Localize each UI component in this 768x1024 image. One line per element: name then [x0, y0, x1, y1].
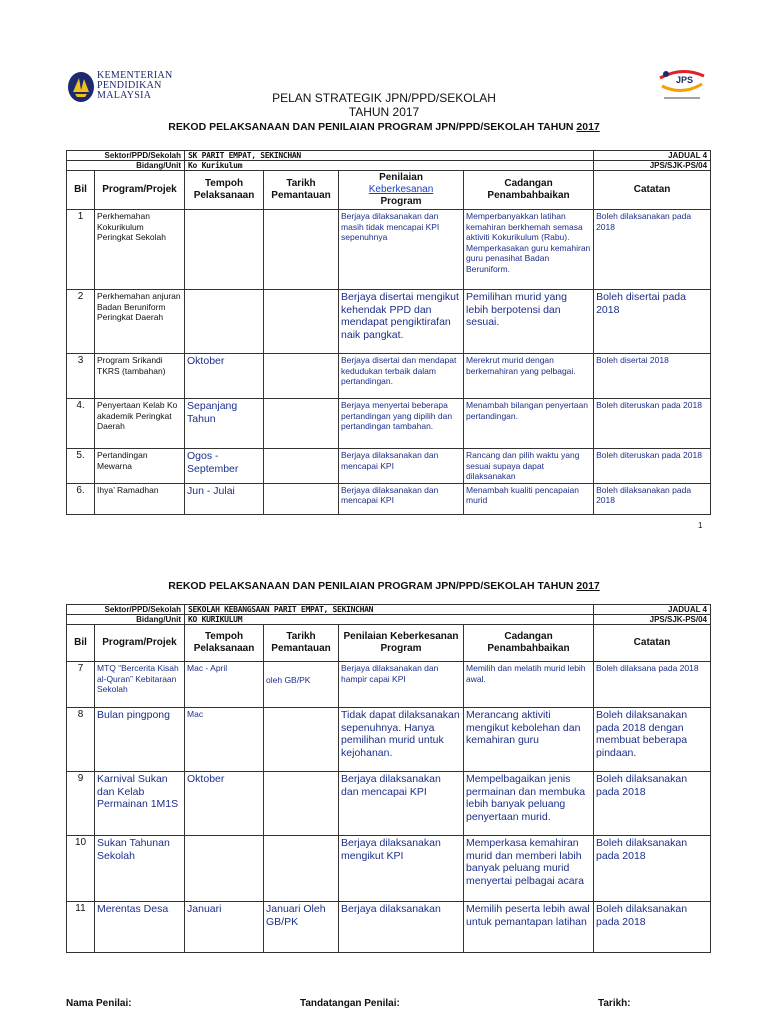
row-tarikh: [264, 399, 339, 449]
row-cadangan: Merancang aktiviti mengikut kebolehan dan kemahiran guru: [464, 708, 594, 772]
row-tarikh: [264, 290, 339, 354]
table-1: [66, 150, 711, 515]
col-tarikh: Tarikh Pemantauan: [264, 625, 339, 662]
row-program: Sukan Tahunan Sekolah: [95, 836, 185, 902]
row-tempoh: Oktober: [185, 354, 264, 399]
table-row: [67, 902, 711, 953]
row-catatan: Boleh disertai 2018: [594, 354, 711, 399]
row-cadangan: Memilih dan melatih murid lebih awal.: [464, 662, 594, 708]
row-tarikh: [264, 210, 339, 290]
row-penilaian: Berjaya disertai mengikut kehendak PPD dan mendapat pengiktirafan naik pangkat.: [339, 290, 464, 354]
row-tempoh: Jun - Julai: [185, 483, 264, 514]
row-program: Penyertaan Kelab Ko akademik Peringkat Daerah: [95, 399, 185, 449]
row-cadangan: Mempelbagaikan jenis permainan dan membuka lebih banyak peluang penyertaan murid.: [464, 772, 594, 836]
col-penilaian: [339, 171, 464, 210]
form-code: JPS/SJK-PS/04: [594, 615, 711, 625]
row-penilaian: Berjaya disertai dan mendapat kedudukan terbaik dalam pertandingan.: [339, 354, 464, 399]
row-program: Pertandingan Mewarna: [95, 449, 185, 484]
table-row: [67, 449, 711, 484]
table-row: [67, 354, 711, 399]
col-program: Program/Projek: [95, 625, 185, 662]
row-cadangan: Menambah bilangan penyertaan pertandingan.: [464, 399, 594, 449]
col-bil: Bil: [67, 625, 95, 662]
row-penilaian: Tidak dapat dilaksanakan sepenuhnya. Hanya pemilihan murid untuk kejohanan.: [339, 708, 464, 772]
row-bil: 11: [67, 902, 95, 953]
col-tempoh: Tempoh Pelaksanaan: [185, 625, 264, 662]
row-bil: 10: [67, 836, 95, 902]
row-penilaian: Berjaya dilaksanakan dan masih tidak mencapai KPI sepenuhnya: [339, 210, 464, 290]
row-cadangan: Pemilihan murid yang lebih berpotensi dan sesuai.: [464, 290, 594, 354]
row-program: MTQ “Bercerita Kisah al-Quran” Kebitaraan Sekolah: [95, 662, 185, 708]
row-tarikh: [264, 772, 339, 836]
ministry-line-2: PENDIDIKAN: [97, 80, 162, 91]
row-tarikh: [264, 354, 339, 399]
bidang-value: KO KURIKULUM: [185, 615, 594, 625]
row-bil: 1: [67, 210, 95, 290]
row-bil: 9: [67, 772, 95, 836]
bidang-label: Bidang/Unit: [67, 161, 185, 171]
col-penilaian-3: Program: [380, 196, 422, 207]
row-tempoh: Ogos - September: [185, 449, 264, 484]
row-penilaian: Berjaya dilaksanakan mengikut KPI: [339, 836, 464, 902]
row-catatan: Boleh dilaksanakan pada 2018: [594, 902, 711, 953]
row-cadangan: Rancang dan pilih waktu yang sesuai supaya dapat dilaksanakan: [464, 449, 594, 484]
table-row: [67, 483, 711, 514]
row-program: Bulan pingpong: [95, 708, 185, 772]
tarikh-label: Tarikh:: [598, 998, 631, 1009]
col-tarikh: Tarikh Pemantauan: [264, 171, 339, 210]
row-cadangan: Memperbanyakkan latihan kemahiran berkhemah semasa aktiviti Kokurikulum (Rabu). Memperkasakan guru kemahiran guru penasihat Badan Beruniform.: [464, 210, 594, 290]
table-row: [67, 836, 711, 902]
jadual-label: JADUAL 4: [594, 151, 711, 161]
row-tempoh: Mac: [185, 708, 264, 772]
row-cadangan: Memperkasa kemahiran murid dan memberi labih banyak peluang murid menyertai pelbagai acara: [464, 836, 594, 902]
row-penilaian: Berjaya dilaksanakan dan mencapai KPI: [339, 449, 464, 484]
ministry-line-3: MALAYSIA: [97, 90, 152, 101]
row-penilaian: Berjaya menyertai beberapa pertandingan yang dipilih dan pertandingan tambahan.: [339, 399, 464, 449]
row-tempoh: [185, 210, 264, 290]
row-penilaian: Berjaya dilaksanakan dan mencapai KPI: [339, 483, 464, 514]
row-bil: 7: [67, 662, 95, 708]
row-bil: 2: [67, 290, 95, 354]
jps-label: JPS: [676, 75, 694, 85]
row-cadangan: Merekrut murid dengan berkemahiran yang pelbagai.: [464, 354, 594, 399]
row-tarikh: [264, 449, 339, 484]
table-2: [66, 604, 711, 953]
row-tempoh: Oktober: [185, 772, 264, 836]
col-catatan: Catatan: [594, 171, 711, 210]
row-penilaian: Berjaya dilaksanakan dan hampir capai KPI: [339, 662, 464, 708]
row-catatan: Boleh dilaksana pada 2018: [594, 662, 711, 708]
row-catatan: Boleh dilaksanakan pada 2018: [594, 210, 711, 290]
rekod-title-2: [0, 580, 768, 592]
row-tempoh: Januari: [185, 902, 264, 953]
row-bil: 5.: [67, 449, 95, 484]
col-bil: Bil: [67, 171, 95, 210]
row-bil: 4.: [67, 399, 95, 449]
title-line-1: PELAN STRATEGIK JPN/PPD/SEKOLAH: [272, 91, 496, 105]
row-cadangan: Memilih peserta lebih awal untuk pemantapan latihan: [464, 902, 594, 953]
col-program: Program/Projek: [95, 171, 185, 210]
title-line-2: TAHUN 2017: [348, 105, 420, 119]
row-tarikh: [264, 483, 339, 514]
row-penilaian: Berjaya dilaksanakan dan mencapai KPI: [339, 772, 464, 836]
col-cadangan: Cadangan Penambahbaikan: [464, 171, 594, 210]
rekod-title-year: 2017: [576, 121, 600, 133]
row-tempoh: Sepanjang Tahun: [185, 399, 264, 449]
row-program: Ihya’ Ramadhan: [95, 483, 185, 514]
row-tarikh: oleh GB/PK: [264, 662, 339, 708]
row-tempoh: [185, 290, 264, 354]
col-penilaian-1: Penilaian: [379, 172, 423, 183]
col-penilaian-2: Keberkesanan: [368, 184, 434, 195]
row-program: Perkhemahan anjuran Badan Beruniform Peringkat Daerah: [95, 290, 185, 354]
row-program: Perkhemahan Kokurikulum Peringkat Sekolah: [95, 210, 185, 290]
row-catatan: Boleh dilaksanakan pada 2018: [594, 772, 711, 836]
sektor-value: SK PARIT EMPAT, SEKINCHAN: [185, 151, 594, 161]
table-row: [67, 772, 711, 836]
rekod-title-year: 2017: [576, 580, 600, 592]
row-bil: 8: [67, 708, 95, 772]
table-row: [67, 210, 711, 290]
row-tempoh: Mac - April: [185, 662, 264, 708]
row-catatan: Boleh disertai pada 2018: [594, 290, 711, 354]
col-tempoh: Tempoh Pelaksanaan: [185, 171, 264, 210]
row-program: Program Srikandi TKRS (tambahan): [95, 354, 185, 399]
row-penilaian: Berjaya dilaksanakan: [339, 902, 464, 953]
row-program: Karnival Sukan dan Kelab Permainan 1M1S: [95, 772, 185, 836]
rekod-title-text: REKOD PELAKSANAAN DAN PENILAIAN PROGRAM JPN/PPD/SEKOLAH TAHUN: [168, 121, 577, 133]
table-row: [67, 708, 711, 772]
sektor-label: Sektor/PPD/Sekolah: [67, 151, 185, 161]
jadual-label: JADUAL 4: [594, 605, 711, 615]
row-catatan: Boleh dilaksanakan pada 2018: [594, 483, 711, 514]
row-cadangan: Menambah kualiti pencapaian murid: [464, 483, 594, 514]
rekod-title-text: REKOD PELAKSANAAN DAN PENILAIAN PROGRAM JPN/PPD/SEKOLAH TAHUN: [168, 580, 577, 592]
rekod-title-1: [0, 121, 768, 133]
nama-penilai-label: Nama Penilai:: [66, 998, 132, 1009]
row-catatan: Boleh dilaksanakan pada 2018: [594, 836, 711, 902]
table-row: [67, 290, 711, 354]
row-bil: 6.: [67, 483, 95, 514]
col-penilaian: Penilaian Keberkesanan Program: [339, 625, 464, 662]
sektor-label: Sektor/PPD/Sekolah: [67, 605, 185, 615]
row-tarikh: Januari Oleh GB/PK: [264, 902, 339, 953]
table-row: [67, 662, 711, 708]
ministry-line-1: KEMENTERIAN: [97, 70, 173, 81]
sektor-value: SEKOLAH KEBANGSAAN PARIT EMPAT, SEKINCHAN: [185, 605, 594, 615]
row-program: Merentas Desa: [95, 902, 185, 953]
row-catatan: Boleh dilaksanakan pada 2018 dengan membuat beberapa pindaan.: [594, 708, 711, 772]
row-tarikh: [264, 708, 339, 772]
tandatangan-penilai-label: Tandatangan Penilai:: [300, 998, 400, 1009]
col-cadangan: Cadangan Penambahbaikan: [464, 625, 594, 662]
table-row: [67, 399, 711, 449]
row-tempoh: [185, 836, 264, 902]
row-tarikh: [264, 836, 339, 902]
row-bil: 3: [67, 354, 95, 399]
bidang-value: Ko Kurikulum: [185, 161, 594, 171]
form-code: JPS/SJK-PS/04: [594, 161, 711, 171]
row-catatan: Boleh diteruskan pada 2018: [594, 449, 711, 484]
bidang-label: Bidang/Unit: [67, 615, 185, 625]
col-catatan: Catatan: [594, 625, 711, 662]
page-number: 1: [698, 521, 703, 530]
row-catatan: Boleh diteruskan pada 2018: [594, 399, 711, 449]
